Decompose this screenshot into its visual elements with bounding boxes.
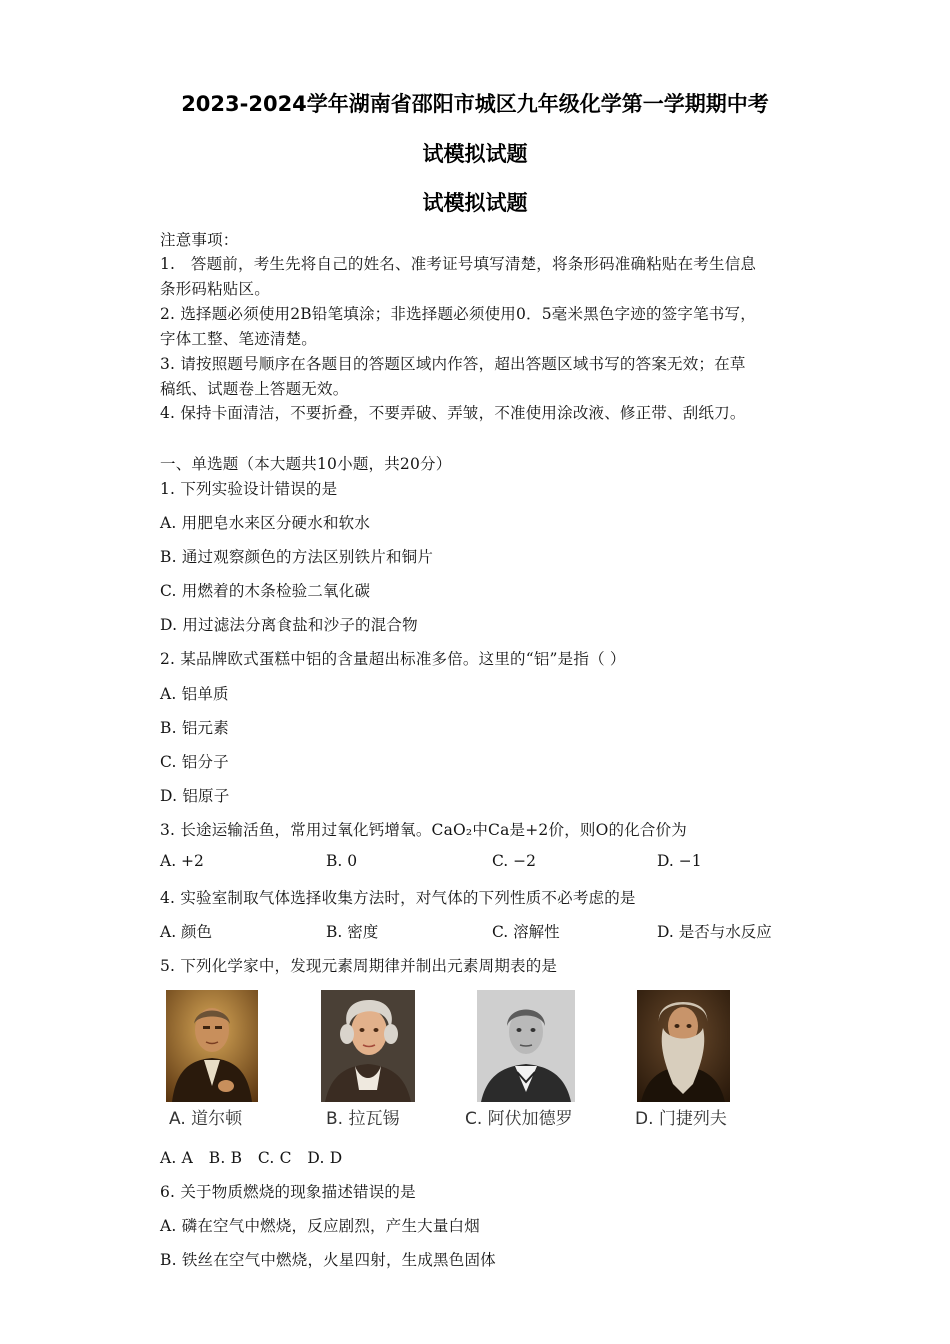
exam-title-line1: 2023-2024学年湖南省邵阳市城区九年级化学第一学期期中考: [181, 92, 769, 116]
q2-option-a: A. 铝单质: [160, 685, 229, 703]
q1-option-b: B. 通过观察颜色的方法区别铁片和铜片: [160, 548, 434, 566]
q4-stem: 4. 实验室制取气体选择收集方法时，对气体的下列性质不必考虑的是: [160, 889, 636, 907]
q4-option-a: A. 颜色: [160, 923, 213, 941]
q3-option-d: D. −1: [657, 852, 702, 870]
q3-option-c: C. −2: [492, 852, 537, 870]
notice-line-4: 字体工整、笔迹清楚。: [160, 330, 318, 348]
portrait-mendeleev-image: [637, 990, 730, 1102]
q2-option-b: B. 铝元素: [160, 719, 229, 737]
q5-answer-options: A. A B. B C. C D. D: [160, 1149, 343, 1167]
q6-option-b: B. 铁丝在空气中燃烧，火星四射，生成黑色固体: [160, 1251, 496, 1269]
q5-caption-a: A. 道尔顿: [169, 1109, 243, 1129]
exam-title-line3: 试模拟试题: [422, 191, 528, 215]
q1-option-a: A. 用肥皂水来区分硬水和软水: [160, 514, 371, 532]
q6-option-a: A. 磷在空气中燃烧，反应剧烈，产生大量白烟: [160, 1217, 480, 1235]
notice-line-1: 1. 答题前，考生先将自己的姓名、准考证号填写清楚，将条形码准确粘贴在考生信息: [160, 255, 757, 273]
q3-option-b: B. 0: [326, 852, 358, 870]
notice-line-3: 2. 选择题必须使用2B铅笔填涂；非选择题必须使用0．5毫米黑色字迹的签字笔书写，: [160, 305, 756, 323]
notice-line-5: 3. 请按照题号顺序在各题目的答题区域内作答，超出答题区域书写的答案无效；在草: [160, 355, 746, 373]
q5-caption-b: B. 拉瓦锡: [326, 1109, 400, 1129]
q5-caption-d: D. 门捷列夫: [635, 1109, 727, 1129]
q2-option-c: C. 铝分子: [160, 753, 229, 771]
q4-option-d: D. 是否与水反应: [657, 923, 772, 941]
portrait-avogadro-image: [477, 990, 575, 1102]
portrait-dalton-image: [166, 990, 258, 1102]
q6-stem: 6. 关于物质燃烧的现象描述错误的是: [160, 1183, 416, 1201]
q1-option-c: C. 用燃着的木条检验二氧化碳: [160, 582, 371, 600]
q2-stem: 2. 某品牌欧式蛋糕中铝的含量超出标准多倍。这里的“铝”是指（ ）: [160, 650, 626, 668]
notice-line-2: 条形码粘贴区。: [160, 280, 270, 298]
q4-option-c: C. 溶解性: [492, 923, 560, 941]
q5-stem: 5. 下列化学家中，发现元素周期律并制出元素周期表的是: [160, 957, 558, 975]
exam-title-line2: 试模拟试题: [422, 142, 528, 166]
q3-stem: 3. 长途运输活鱼，常用过氧化钙增氧。CaO₂中Ca是+2价，则O的化合价为: [160, 821, 687, 839]
notice-line-6: 稿纸、试题卷上答题无效。: [160, 380, 349, 398]
q4-option-b: B. 密度: [326, 923, 379, 941]
q2-option-d: D. 铝原子: [160, 787, 230, 805]
section-heading: 一、单选题（本大题共10小题，共20分）: [160, 455, 452, 473]
q1-stem: 1. 下列实验设计错误的是: [160, 480, 338, 498]
q3-option-a: A. +2: [160, 852, 204, 870]
q1-option-d: D. 用过滤法分离食盐和沙子的混合物: [160, 616, 418, 634]
notice-heading: 注意事项：: [160, 231, 239, 249]
q5-caption-c: C. 阿伏加德罗: [465, 1109, 573, 1129]
portrait-lavoisier-image: [321, 990, 415, 1102]
notice-line-7: 4. 保持卡面清洁，不要折叠，不要弄破、弄皱，不准使用涂改液、修正带、刮纸刀。: [160, 404, 746, 422]
